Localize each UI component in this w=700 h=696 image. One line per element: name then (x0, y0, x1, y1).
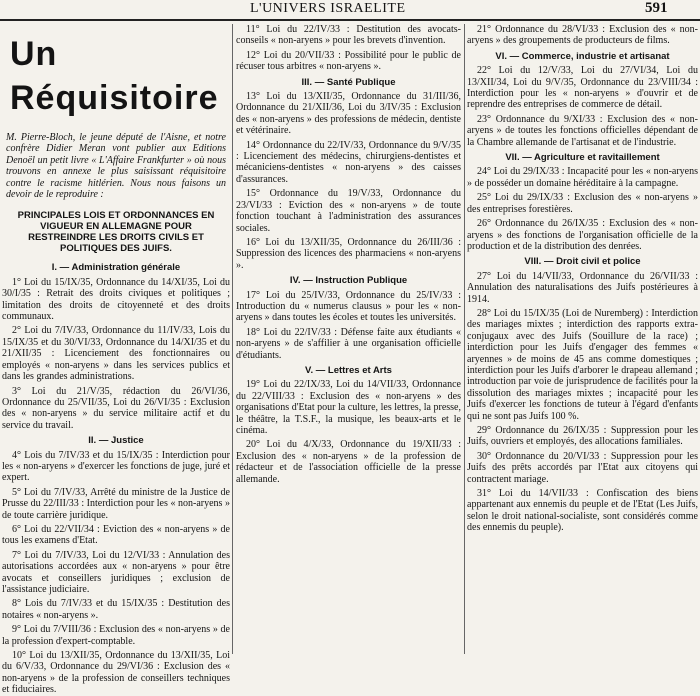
law-item: 20° Loi du 4/X/33, Ordonnance du 19/XII/33 : Exclusion des « non-aryens » de la profession de rédacteur et de l'association officielle de la presse allemande. (236, 439, 461, 485)
section-heading: I. — Administration générale (51, 262, 181, 274)
page-number: 591 (645, 0, 668, 16)
law-item: 1° Loi du 15/IX/35, Ordonnance du 14/XI/35, Loi du 30/I/35 : Retrait des droits civiques et politiques ; limitation des droits de citoyenneté et des droits communaux. (2, 276, 230, 323)
publication-name: L'UNIVERS ISRAELITE (250, 1, 406, 16)
article-title: Un Réquisitoire (10, 35, 219, 117)
law-item: 28° Loi du 15/IX/35 (Loi de Nuremberg) : Interdiction des mariages mixtes ; interdiction des rapports extra-conjugaux avec des Juifs (Souillure de la race) ; interdiction pour les Juifs d'engager des femmes « aryennes » de moins de 45 ans comme domestiques ; interdiction pour les Juifs d'arborer le drapeau allemand ; introduction par voie de jurisprudence de facilités pour la dissolution des mariages mixtes ; incapacité pour les Juifs d'exercer les fonctions de tuteur à l'égard d'enfants qui ne sont pas Juifs 100 %. (467, 307, 698, 422)
law-item: 23° Ordonnance du 9/XI/33 : Exclusion des « non-aryens » de toutes les fonctions officielles dépendant de la Chambre allemande de l'artisanat et de l'industrie. (467, 113, 698, 148)
law-item: 18° Loi du 22/IV/33 : Défense faite aux étudiants « non-aryens » de s'affilier à une organisation officielle d'étudiants. (236, 326, 461, 361)
law-item: 15° Ordonnance du 19/V/33, Ordonnance du 23/VI/33 : Eviction des « non-aryens » de toute fonction touchant à l'administration des assurances sociales. (236, 188, 461, 234)
law-item: 24° Loi du 29/IX/33 : Incapacité pour les « non-aryens » de posséder un domaine héréditaire à la campagne. (467, 166, 698, 189)
law-item: 17° Loi du 25/IV/33, Ordonnance du 25/IV/33 : Introduction du « numerus clausus » pour les « non-aryens » dans toutes les écoles et toutes les universités. (236, 289, 461, 324)
law-item: 26° Ordonnance du 26/IX/35 : Exclusion des « non-aryens » des fonctions de l'organisation officielle de la production et de la distribution des denrées. (467, 218, 698, 252)
column-middle (236, 24, 461, 654)
article-intro: M. Pierre-Bloch, le jeune député de l'Aisne, et notre confrère Didier Meran vont publier aux Editions Denoël un petit livre « L'Affaire Frankfurter » où nous trouvons en annexe le plus saisissant réquisitoire contre le racisme hitlérien. Nous nous faisons un devoir de le reproduire : (6, 132, 226, 201)
law-item: 7° Loi du 7/IV/33, Loi du 12/VI/33 : Annulation des autorisations accordées aux « non-aryens » pour être avocats et conseillers juridiques ; exclusion de l'assistance judiciaire. (2, 549, 230, 595)
law-item: 11° Loi du 22/IV/33 : Destitution des avocats-conseils « non-aryens » pour les brevets d'invention. (236, 24, 461, 47)
section-heading: VIII. — Droit civil et police (524, 256, 641, 268)
page-header (0, 0, 700, 20)
law-item: 8° Lois du 7/IV/33 et du 15/IX/35 : Destitution des notaires « non-aryens ». (2, 598, 230, 621)
column-left-body (2, 262, 230, 695)
law-item: 30° Ordonnance du 20/VI/33 : Suppression pour les Juifs des prêts accordés par l'Etat aux citoyens qui contractent mariage. (467, 450, 698, 485)
law-item: 2° Loi du 7/IV/33, Ordonnance du 11/IV/33, Lois du 15/IX/35 et du 30/VI/33, Ordonnance du 14/XI/35 et du 21/XII/35 : Licenciement des fonctionnaires ou employés « non-aryens » dans les services publics et dans les grandes administrations. (2, 325, 230, 383)
column-divider (464, 24, 465, 654)
law-item: 27° Loi du 14/VII/33, Ordonnance du 26/VII/33 : Annulation des naturalisations des Juifs postérieures à 1914. (467, 270, 698, 305)
column-right-body (467, 24, 698, 534)
law-item: 12° Loi du 20/VII/33 : Possibilité pour le public de récuser tous arbitres « non-aryens ». (236, 49, 461, 73)
header-rule (0, 19, 700, 21)
law-item: 14° Ordonnance du 22/IV/33, Ordonnance du 9/V/35 : Licenciement des médecins, chirurgiens-dentistes et mécaniciens-dentistes « non-aryens » des caisses d'assurances. (236, 139, 461, 185)
column-left (2, 24, 230, 696)
law-item: 10° Loi du 13/XII/35, Ordonnance du 13/XII/35, Loi du 6/V/33, Ordonnance du 29/VI/36 : Exclusion des « non-aryens » de la profession de conseillers techniques et fiduciaires. (2, 650, 230, 696)
law-item: 25° Loi du 29/IX/33 : Exclusion des « non-aryens » des entreprises forestières. (467, 192, 698, 215)
law-item: 29° Ordonnance du 26/IX/35 : Suppression pour les Juifs, ouvriers et employés, des allocations familiales. (467, 425, 698, 448)
law-item: 5° Loi du 7/IV/33, Arrêté du ministre de la Justice de Prusse du 22/III/33 : Interdiction pour les « non-aryens » de toute carrière juridique. (2, 486, 230, 521)
law-item: 22° Loi du 12/V/33, Loi du 27/VI/34, Loi du 13/XII/34, Loi du 9/V/35, Ordonnance du 23/VIII/34 : Interdiction pour les « non-aryens » d'ouvrir et de reprendre des entreprises de commerce de détail. (467, 65, 698, 111)
column-divider (232, 24, 233, 654)
section-heading: V. — Lettres et Arts (305, 364, 392, 376)
section-heading: II. — Justice (88, 435, 144, 447)
law-item: 3° Loi du 21/V/35, rédaction du 26/VI/36, Ordonnance du 25/VII/35, Loi du 26/VI/35 : Exclusion des « non-aryens » du service militaire actif et du service du travail. (2, 385, 230, 431)
article-subheading: PRINCIPALES LOIS ET ORDONNANCES EN VIGUEUR EN ALLEMAGNE POUR RESTREINDRE LES DROITS CIVILS ET POLITIQUES DES JUIFS. (17, 210, 215, 255)
law-item: 19° Loi du 22/IX/33, Loi du 14/VII/33, Ordonnance du 22/VIII/33 : Exclusion des « non-aryens » des organisations d'Etat pour la culture, les lettres, la presse, le théâtre, la T.S.F., la musique, les beaux-arts et le cinéma. (236, 379, 461, 436)
law-item: 31° Loi du 14/VII/33 : Confiscation des biens appartenant aux ennemis du peuple et de l'Etat (Les Juifs, selon le droit national-socialiste, sont considérés comme des ennemis du peuple). (467, 488, 698, 534)
section-heading: III. — Santé Publique (301, 76, 396, 88)
law-item: 6° Loi du 22/VII/34 : Eviction des « non-aryens » de tous les examens d'Etat. (2, 523, 230, 547)
law-item: 9° Loi du 7/VIII/36 : Exclusion des « non-aryens » de la profession d'expert-comptable. (2, 624, 230, 647)
law-item: 16° Loi du 13/XII/35, Ordonnance du 26/III/36 : Suppression des licences des pharmaciens « non-aryens ». (236, 236, 461, 271)
section-heading: VII. — Agriculture et ravitaillement (505, 152, 660, 164)
law-item: 4° Lois du 7/IV/33 et du 15/IX/35 : Interdiction pour les « non-aryens » d'exercer les fonctions de juge, juré et expert. (2, 449, 230, 484)
section-heading: IV. — Instruction Publique (289, 275, 408, 287)
column-right (467, 24, 698, 654)
law-item: 13° Loi du 13/XII/35, Ordonnance du 31/III/36, Ordonnance du 21/XII/36, Loi du 3/IV/35 : Exclusion des « non-aryens » des professions de médecin, dentiste et vétérinaire. (236, 91, 461, 137)
law-item: 21° Ordonnance du 28/VI/33 : Exclusion des « non-aryens » des groupements de producteurs de films. (467, 24, 698, 47)
column-middle-body (236, 24, 461, 485)
section-heading: VI. — Commerce, industrie et artisanat (495, 50, 670, 62)
